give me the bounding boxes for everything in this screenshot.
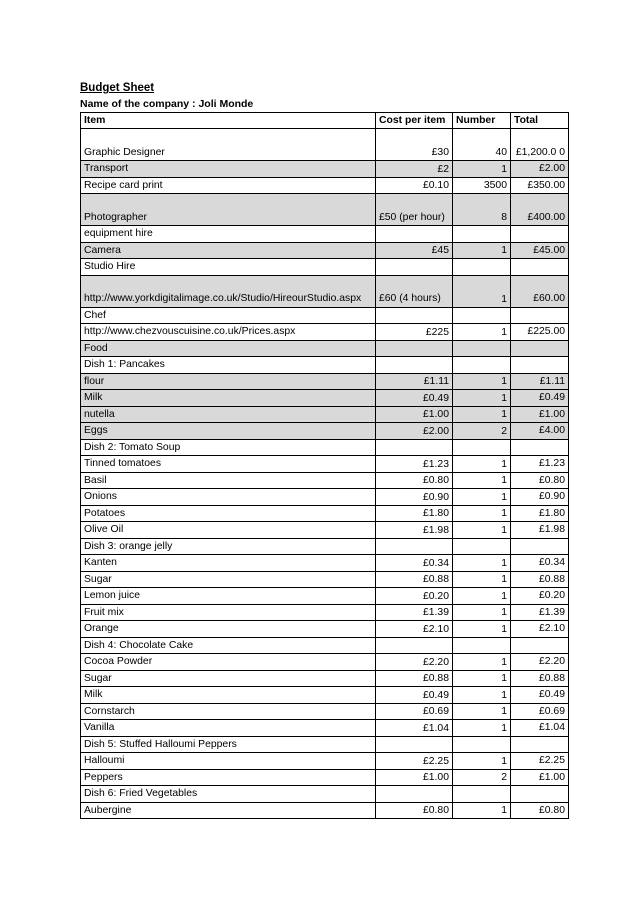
row-total-cell: £1.11 [511, 373, 569, 390]
row-cost-cell: £2.20 [376, 654, 453, 671]
table-row [81, 439, 569, 456]
row-total-cell [511, 538, 569, 555]
row-number-cell: 1 [453, 522, 511, 539]
table-row [81, 604, 569, 621]
row-number-cell: 1 [453, 604, 511, 621]
row-item-cell: Aubergine [81, 802, 376, 819]
row-cost-cell: £0.10 [376, 177, 453, 194]
company-name: Name of the company : Joli Monde [80, 98, 254, 110]
row-total-cell: £0.80 [511, 802, 569, 819]
row-item-cell: flour [81, 373, 376, 390]
row-number-cell [453, 340, 511, 357]
row-total-cell: £2.25 [511, 753, 569, 770]
row-total-cell: £1.04 [511, 720, 569, 737]
row-total-cell: £0.80 [511, 472, 569, 489]
table-row [81, 654, 569, 671]
table-header-row [81, 113, 569, 129]
row-total-cell: £0.49 [511, 390, 569, 407]
budget-table [80, 112, 569, 819]
row-cost-cell: £0.20 [376, 588, 453, 605]
table-row [81, 390, 569, 407]
table-row [81, 226, 569, 243]
row-number-cell [453, 538, 511, 555]
row-number-cell [453, 357, 511, 374]
table-row [81, 373, 569, 390]
row-item-cell: Potatoes [81, 505, 376, 522]
table-row [81, 571, 569, 588]
row-number-cell: 1 [453, 670, 511, 687]
row-cost-cell: £45 [376, 242, 453, 259]
row-number-cell: 1 [453, 720, 511, 737]
row-cost-cell: £1.00 [376, 769, 453, 786]
row-item-cell: Dish 6: Fried Vegetables [81, 786, 376, 803]
row-item-cell: Tinned tomatoes [81, 456, 376, 473]
table-row [81, 275, 569, 307]
table-row [81, 340, 569, 357]
row-item-cell: Orange [81, 621, 376, 638]
row-number-cell [453, 259, 511, 276]
row-item-cell: Vanilla [81, 720, 376, 737]
row-cost-cell: £0.34 [376, 555, 453, 572]
row-item-cell: nutella [81, 406, 376, 423]
row-total-cell: £1,200.0 0 [511, 129, 569, 161]
row-item-cell: Sugar [81, 670, 376, 687]
row-item-cell: Milk [81, 390, 376, 407]
table-row [81, 637, 569, 654]
row-total-cell [511, 259, 569, 276]
row-total-cell: £1.00 [511, 769, 569, 786]
row-total-cell: £0.34 [511, 555, 569, 572]
row-total-cell: £2.20 [511, 654, 569, 671]
budget-document [80, 80, 568, 819]
table-row [81, 194, 569, 226]
row-item-cell: equipment hire [81, 226, 376, 243]
row-cost-cell: £0.80 [376, 472, 453, 489]
row-total-cell: £45.00 [511, 242, 569, 259]
row-item-cell: Cornstarch [81, 703, 376, 720]
table-row [81, 307, 569, 324]
row-number-cell: 1 [453, 324, 511, 341]
table-row [81, 357, 569, 374]
row-item-cell: Lemon juice [81, 588, 376, 605]
row-total-cell [511, 637, 569, 654]
row-item-cell: Eggs [81, 423, 376, 440]
row-total-cell: £1.80 [511, 505, 569, 522]
row-number-cell: 1 [453, 802, 511, 819]
row-item-cell: http://www.yorkdigitalimage.co.uk/Studio/HireourStudio.aspx [81, 275, 376, 307]
row-total-cell [511, 357, 569, 374]
row-item-cell: Milk [81, 687, 376, 704]
row-total-cell [511, 340, 569, 357]
row-cost-cell: £225 [376, 324, 453, 341]
row-cost-cell [376, 357, 453, 374]
row-cost-cell: £0.49 [376, 390, 453, 407]
row-cost-cell: £50 (per hour) [376, 194, 453, 226]
row-number-cell: 1 [453, 621, 511, 638]
row-item-cell: Cocoa Powder [81, 654, 376, 671]
row-item-cell: Transport [81, 161, 376, 178]
row-cost-cell [376, 538, 453, 555]
row-cost-cell: £1.23 [376, 456, 453, 473]
row-total-cell: £400.00 [511, 194, 569, 226]
row-cost-cell [376, 307, 453, 324]
row-cost-cell: £2.25 [376, 753, 453, 770]
table-row [81, 786, 569, 803]
row-number-cell: 2 [453, 423, 511, 440]
budget-table-body [81, 129, 569, 819]
row-cost-cell [376, 340, 453, 357]
row-item-cell: Graphic Designer [81, 129, 376, 161]
row-number-cell [453, 307, 511, 324]
row-total-cell: £4.00 [511, 423, 569, 440]
table-row [81, 720, 569, 737]
table-row [81, 753, 569, 770]
row-item-cell: Olive Oil [81, 522, 376, 539]
row-cost-cell: £0.88 [376, 670, 453, 687]
table-row [81, 456, 569, 473]
row-total-cell: £60.00 [511, 275, 569, 307]
table-row [81, 522, 569, 539]
table-row [81, 259, 569, 276]
row-item-cell: Fruit mix [81, 604, 376, 621]
row-item-cell: Basil [81, 472, 376, 489]
row-number-cell [453, 786, 511, 803]
row-number-cell: 3500 [453, 177, 511, 194]
row-item-cell: Dish 4: Chocolate Cake [81, 637, 376, 654]
row-item-cell: Camera [81, 242, 376, 259]
table-row [81, 538, 569, 555]
row-number-cell: 1 [453, 390, 511, 407]
row-total-cell: £225.00 [511, 324, 569, 341]
table-row [81, 736, 569, 753]
row-total-cell: £0.88 [511, 571, 569, 588]
row-item-cell: Peppers [81, 769, 376, 786]
row-total-cell [511, 439, 569, 456]
row-cost-cell [376, 439, 453, 456]
row-number-cell: 1 [453, 489, 511, 506]
table-row [81, 161, 569, 178]
row-cost-cell: £1.04 [376, 720, 453, 737]
row-total-cell [511, 307, 569, 324]
row-item-cell: Photographer [81, 194, 376, 226]
row-number-cell [453, 226, 511, 243]
table-row [81, 555, 569, 572]
row-number-cell: 1 [453, 687, 511, 704]
table-row [81, 588, 569, 605]
table-row [81, 802, 569, 819]
row-cost-cell: £2.10 [376, 621, 453, 638]
row-cost-cell: £1.11 [376, 373, 453, 390]
row-number-cell [453, 439, 511, 456]
header-item: Item [81, 113, 376, 129]
row-total-cell: £1.00 [511, 406, 569, 423]
row-number-cell: 1 [453, 373, 511, 390]
header-total: Total [511, 113, 569, 129]
table-row [81, 489, 569, 506]
row-number-cell: 1 [453, 588, 511, 605]
row-item-cell: Studio Hire [81, 259, 376, 276]
row-total-cell: £0.88 [511, 670, 569, 687]
row-total-cell: £2.10 [511, 621, 569, 638]
row-total-cell: £0.90 [511, 489, 569, 506]
row-item-cell: Kanten [81, 555, 376, 572]
row-total-cell: £0.69 [511, 703, 569, 720]
row-item-cell: Dish 5: Stuffed Halloumi Peppers [81, 736, 376, 753]
row-cost-cell: £0.69 [376, 703, 453, 720]
row-cost-cell: £0.80 [376, 802, 453, 819]
table-row [81, 324, 569, 341]
row-number-cell [453, 637, 511, 654]
row-number-cell: 1 [453, 753, 511, 770]
table-row [81, 505, 569, 522]
row-number-cell: 1 [453, 275, 511, 307]
row-total-cell: £0.20 [511, 588, 569, 605]
row-number-cell: 8 [453, 194, 511, 226]
table-row [81, 687, 569, 704]
row-cost-cell: £0.90 [376, 489, 453, 506]
row-item-cell: Dish 1: Pancakes [81, 357, 376, 374]
row-number-cell: 1 [453, 555, 511, 572]
row-item-cell: Sugar [81, 571, 376, 588]
row-total-cell [511, 226, 569, 243]
table-row [81, 177, 569, 194]
row-number-cell: 40 [453, 129, 511, 161]
row-number-cell: 1 [453, 571, 511, 588]
row-number-cell: 1 [453, 242, 511, 259]
table-row [81, 670, 569, 687]
table-row [81, 406, 569, 423]
row-number-cell: 1 [453, 472, 511, 489]
row-total-cell [511, 736, 569, 753]
row-total-cell: £1.98 [511, 522, 569, 539]
row-number-cell: 2 [453, 769, 511, 786]
row-cost-cell: £1.39 [376, 604, 453, 621]
row-total-cell: £1.39 [511, 604, 569, 621]
table-row [81, 423, 569, 440]
row-cost-cell: £1.00 [376, 406, 453, 423]
row-item-cell: Dish 3: orange jelly [81, 538, 376, 555]
row-number-cell: 1 [453, 456, 511, 473]
row-cost-cell: £1.98 [376, 522, 453, 539]
row-item-cell: http://www.chezvouscuisine.co.uk/Prices.aspx [81, 324, 376, 341]
table-row [81, 242, 569, 259]
row-total-cell: £1.23 [511, 456, 569, 473]
row-item-cell: Recipe card print [81, 177, 376, 194]
row-item-cell: Dish 2: Tomato Soup [81, 439, 376, 456]
header-number: Number [453, 113, 511, 129]
row-cost-cell [376, 226, 453, 243]
row-item-cell: Chef [81, 307, 376, 324]
table-row [81, 769, 569, 786]
row-number-cell [453, 736, 511, 753]
row-number-cell: 1 [453, 505, 511, 522]
document-title: Budget Sheet [80, 82, 155, 94]
header-cost: Cost per item [376, 113, 453, 129]
table-row [81, 129, 569, 161]
row-cost-cell: £0.88 [376, 571, 453, 588]
row-cost-cell [376, 259, 453, 276]
row-cost-cell [376, 736, 453, 753]
table-row [81, 621, 569, 638]
row-item-cell: Halloumi [81, 753, 376, 770]
table-row [81, 472, 569, 489]
row-number-cell: 1 [453, 161, 511, 178]
row-total-cell: £2.00 [511, 161, 569, 178]
row-total-cell: £350.00 [511, 177, 569, 194]
row-cost-cell: £1.80 [376, 505, 453, 522]
row-number-cell: 1 [453, 406, 511, 423]
row-cost-cell: £60 (4 hours) [376, 275, 453, 307]
row-total-cell [511, 786, 569, 803]
row-cost-cell: £0.49 [376, 687, 453, 704]
row-item-cell: Food [81, 340, 376, 357]
row-item-cell: Onions [81, 489, 376, 506]
row-cost-cell: £2 [376, 161, 453, 178]
row-cost-cell: £30 [376, 129, 453, 161]
row-cost-cell [376, 786, 453, 803]
row-cost-cell [376, 637, 453, 654]
table-row [81, 703, 569, 720]
row-number-cell: 1 [453, 703, 511, 720]
row-cost-cell: £2.00 [376, 423, 453, 440]
row-total-cell: £0.49 [511, 687, 569, 704]
row-number-cell: 1 [453, 654, 511, 671]
